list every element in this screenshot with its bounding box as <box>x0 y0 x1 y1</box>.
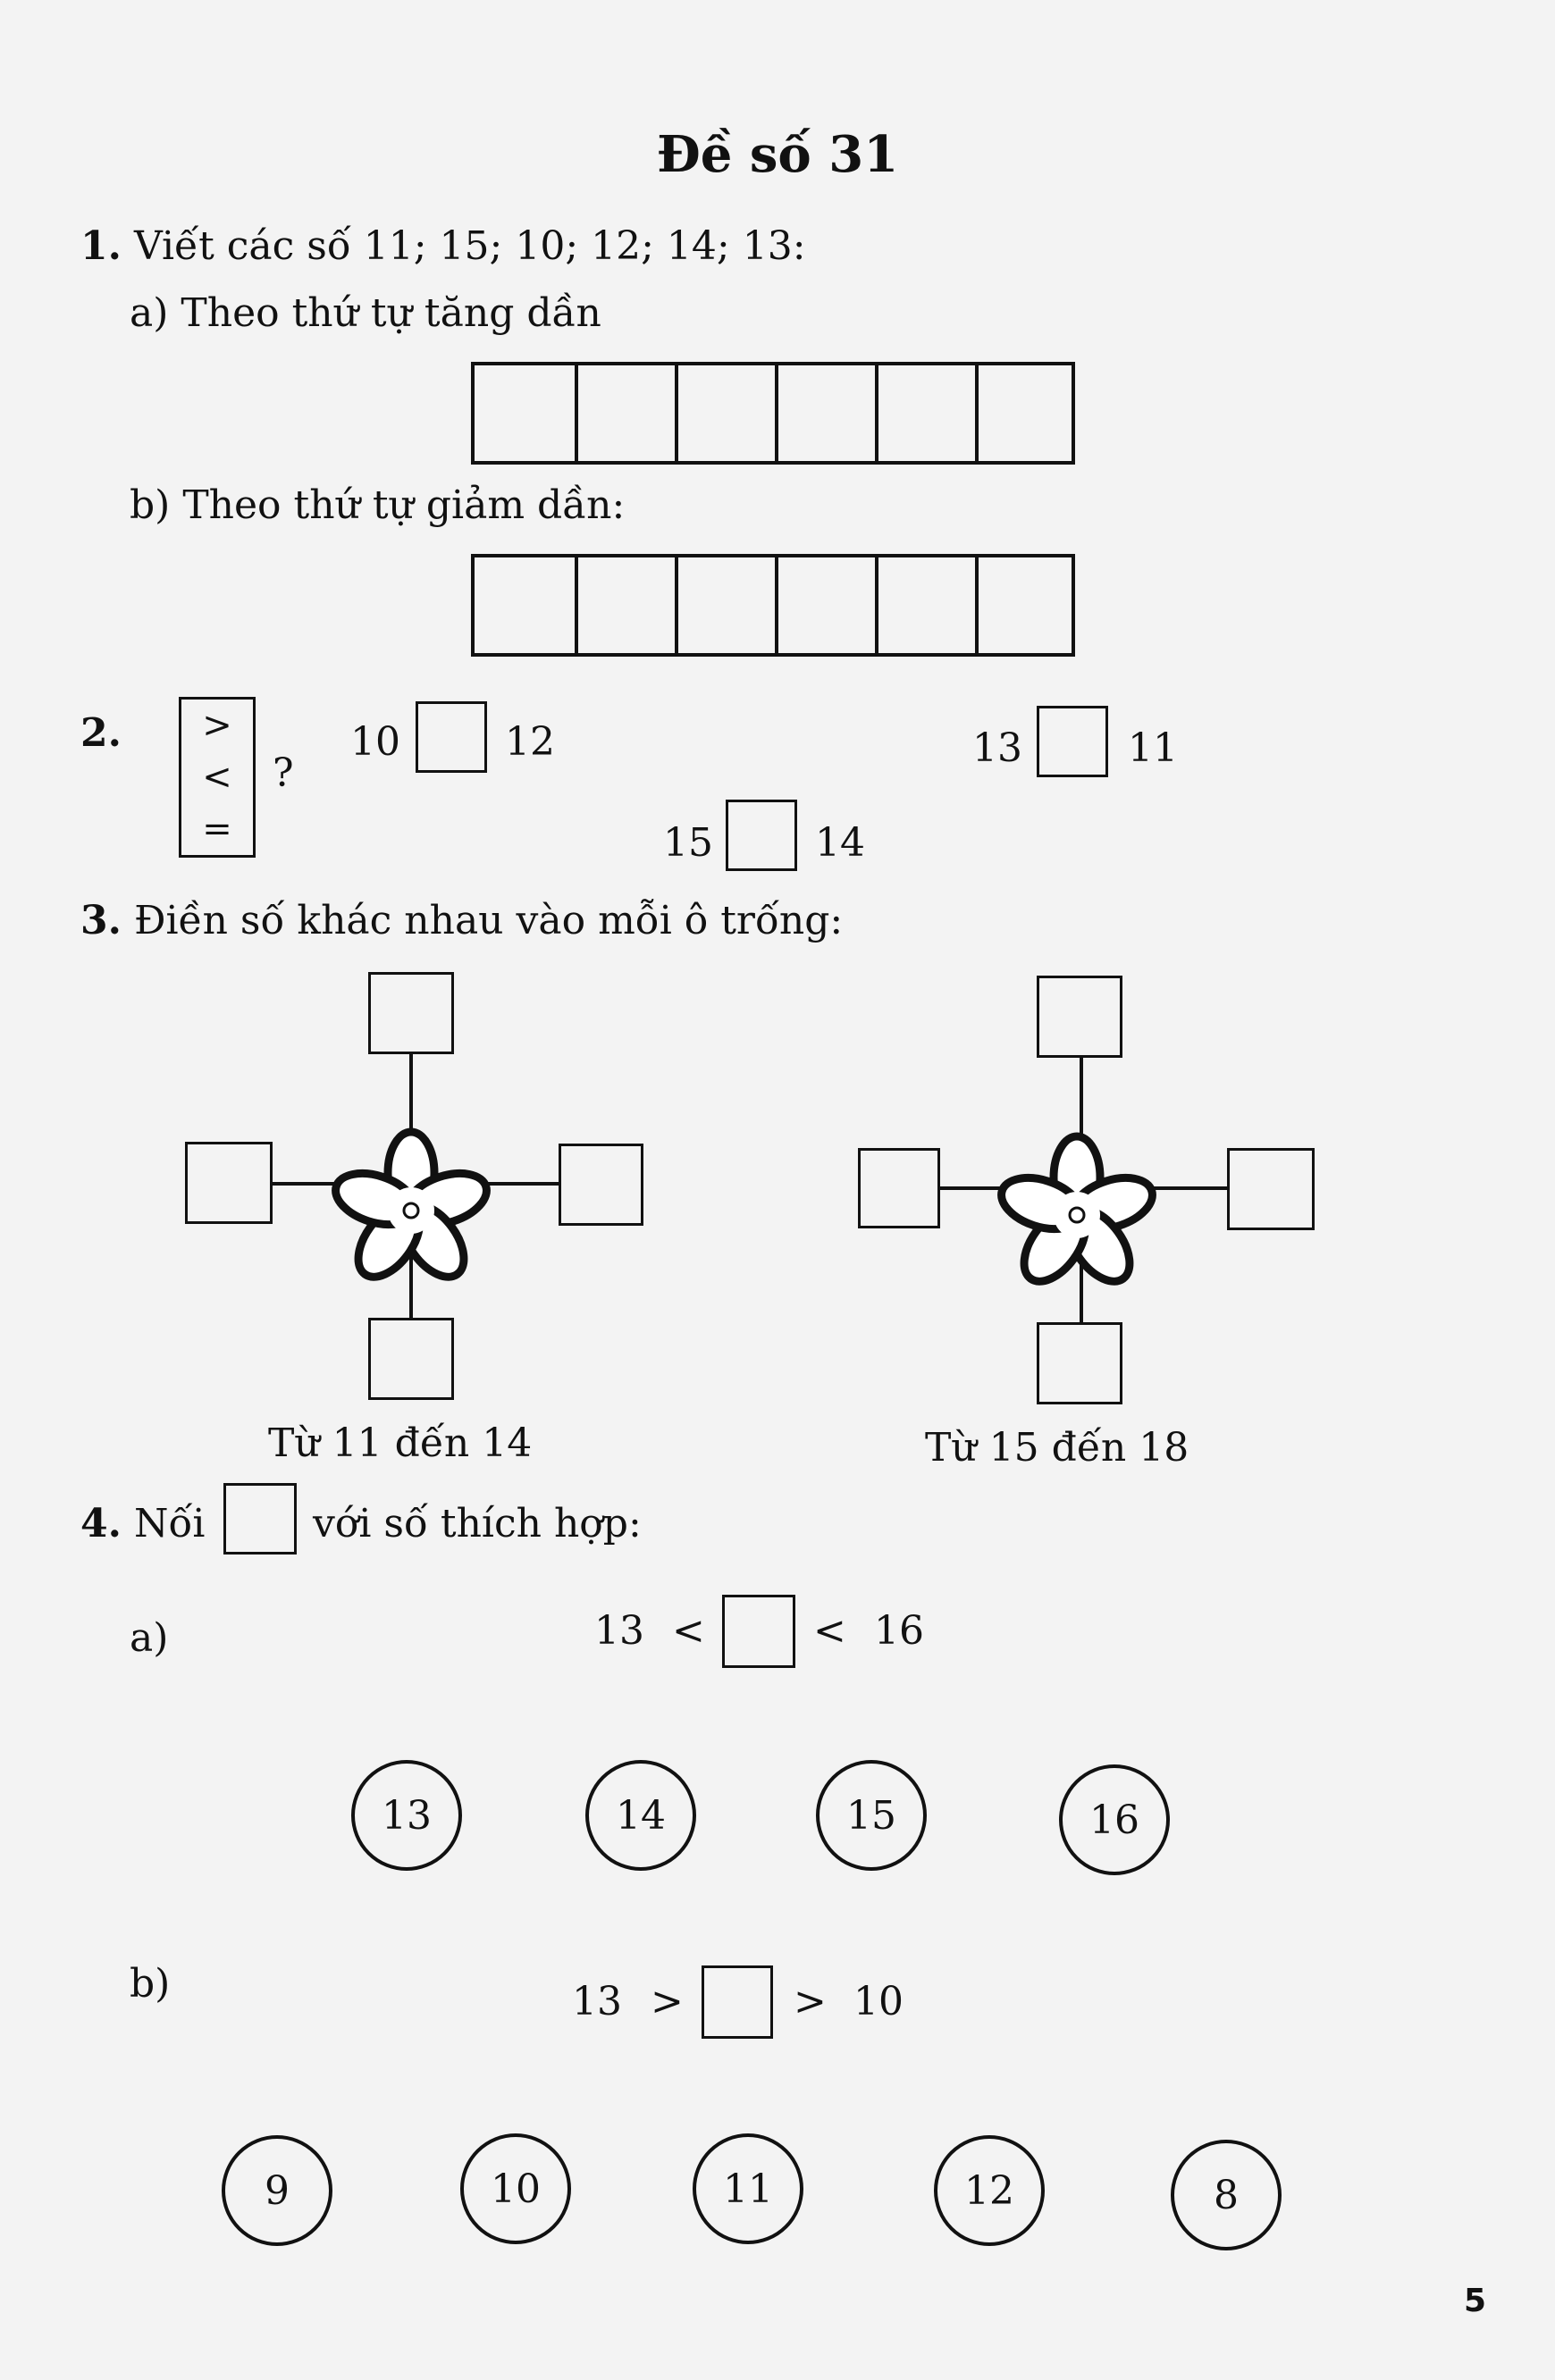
flower-right-top-box[interactable] <box>1037 976 1122 1058</box>
q2-item2-left: 13 <box>972 725 1022 771</box>
flower-right-right-box[interactable] <box>1227 1148 1315 1230</box>
q1-a-label: a) Theo thứ tự tăng dần <box>130 290 601 336</box>
q4-b-option-circle[interactable]: 9 <box>222 2135 332 2246</box>
q4-b-answer-box[interactable] <box>702 1965 773 2039</box>
q4-a-option-circle[interactable]: 13 <box>351 1760 462 1871</box>
q3-prompt: Điền số khác nhau vào mỗi ô trống: <box>133 898 844 943</box>
q4-b-op2: > <box>794 1979 827 2024</box>
flower-left-top-box[interactable] <box>368 972 454 1054</box>
q3-number: 3. <box>80 898 122 943</box>
q4-b-left: 13 <box>572 1979 622 2024</box>
q4-prompt-before: Nối <box>133 1501 206 1546</box>
q4-number: 4. <box>80 1501 122 1546</box>
page-title: Đề số 31 <box>656 125 899 184</box>
q3-caption-left: Từ 11 đến 14 <box>268 1420 533 1466</box>
q4-b-label: b) <box>130 1961 171 2007</box>
q4-line <box>80 1501 205 1546</box>
flower-right-bottom-box[interactable] <box>1037 1322 1122 1404</box>
q4-prompt-box-icon <box>223 1483 297 1555</box>
less-than-sign: < <box>202 757 232 798</box>
q2-item3-right: 14 <box>815 820 865 866</box>
equals-sign: = <box>202 809 232 850</box>
q2-item1-right: 12 <box>505 719 555 765</box>
q4-a-label: a) <box>130 1615 169 1661</box>
flower-left-bottom-box[interactable] <box>368 1318 454 1400</box>
flower-right-left-box[interactable] <box>858 1148 940 1228</box>
q4-b-option-circle[interactable]: 11 <box>693 2133 803 2244</box>
q2-item1-left: 10 <box>350 719 400 765</box>
q1-number: 1. <box>80 223 122 269</box>
question-mark: ? <box>273 750 294 796</box>
q4-a-option-circle[interactable]: 15 <box>816 1760 927 1871</box>
q4-a-option-circle[interactable]: 16 <box>1059 1764 1170 1875</box>
q4-a-right: 16 <box>874 1608 924 1654</box>
q1-b-label: b) Theo thứ tự giảm dần: <box>130 482 626 528</box>
q4-b-option-circle[interactable]: 8 <box>1171 2140 1282 2250</box>
greater-than-sign: > <box>202 705 232 746</box>
q2-number: 2. <box>80 710 122 756</box>
flower-left-right-box[interactable] <box>559 1144 643 1226</box>
q4-a-op2: < <box>813 1608 846 1654</box>
q2-item3-left: 15 <box>663 820 713 866</box>
q4-b-option-circle[interactable]: 10 <box>460 2133 571 2244</box>
q1-prompt: Viết các số 11; 15; 10; 12; 14; 13: <box>133 223 806 269</box>
q4-a-answer-box[interactable] <box>722 1595 795 1668</box>
flower-left-left-box[interactable] <box>185 1142 273 1224</box>
q3-caption-right: Từ 15 đến 18 <box>925 1425 1189 1471</box>
q4-b-op: > <box>651 1979 684 2024</box>
q4-a-op: < <box>672 1608 705 1654</box>
flower-icon <box>995 1136 1158 1292</box>
q4-b-right: 10 <box>853 1979 904 2024</box>
q2-item2-right: 11 <box>1128 725 1178 771</box>
page-number: 5 <box>1464 2283 1487 2319</box>
q4-a-left: 13 <box>594 1608 644 1654</box>
q4-a-option-circle[interactable]: 14 <box>585 1760 696 1871</box>
q4-b-option-circle[interactable]: 12 <box>934 2135 1045 2246</box>
q4-prompt-after: với số thích hợp: <box>313 1501 642 1546</box>
